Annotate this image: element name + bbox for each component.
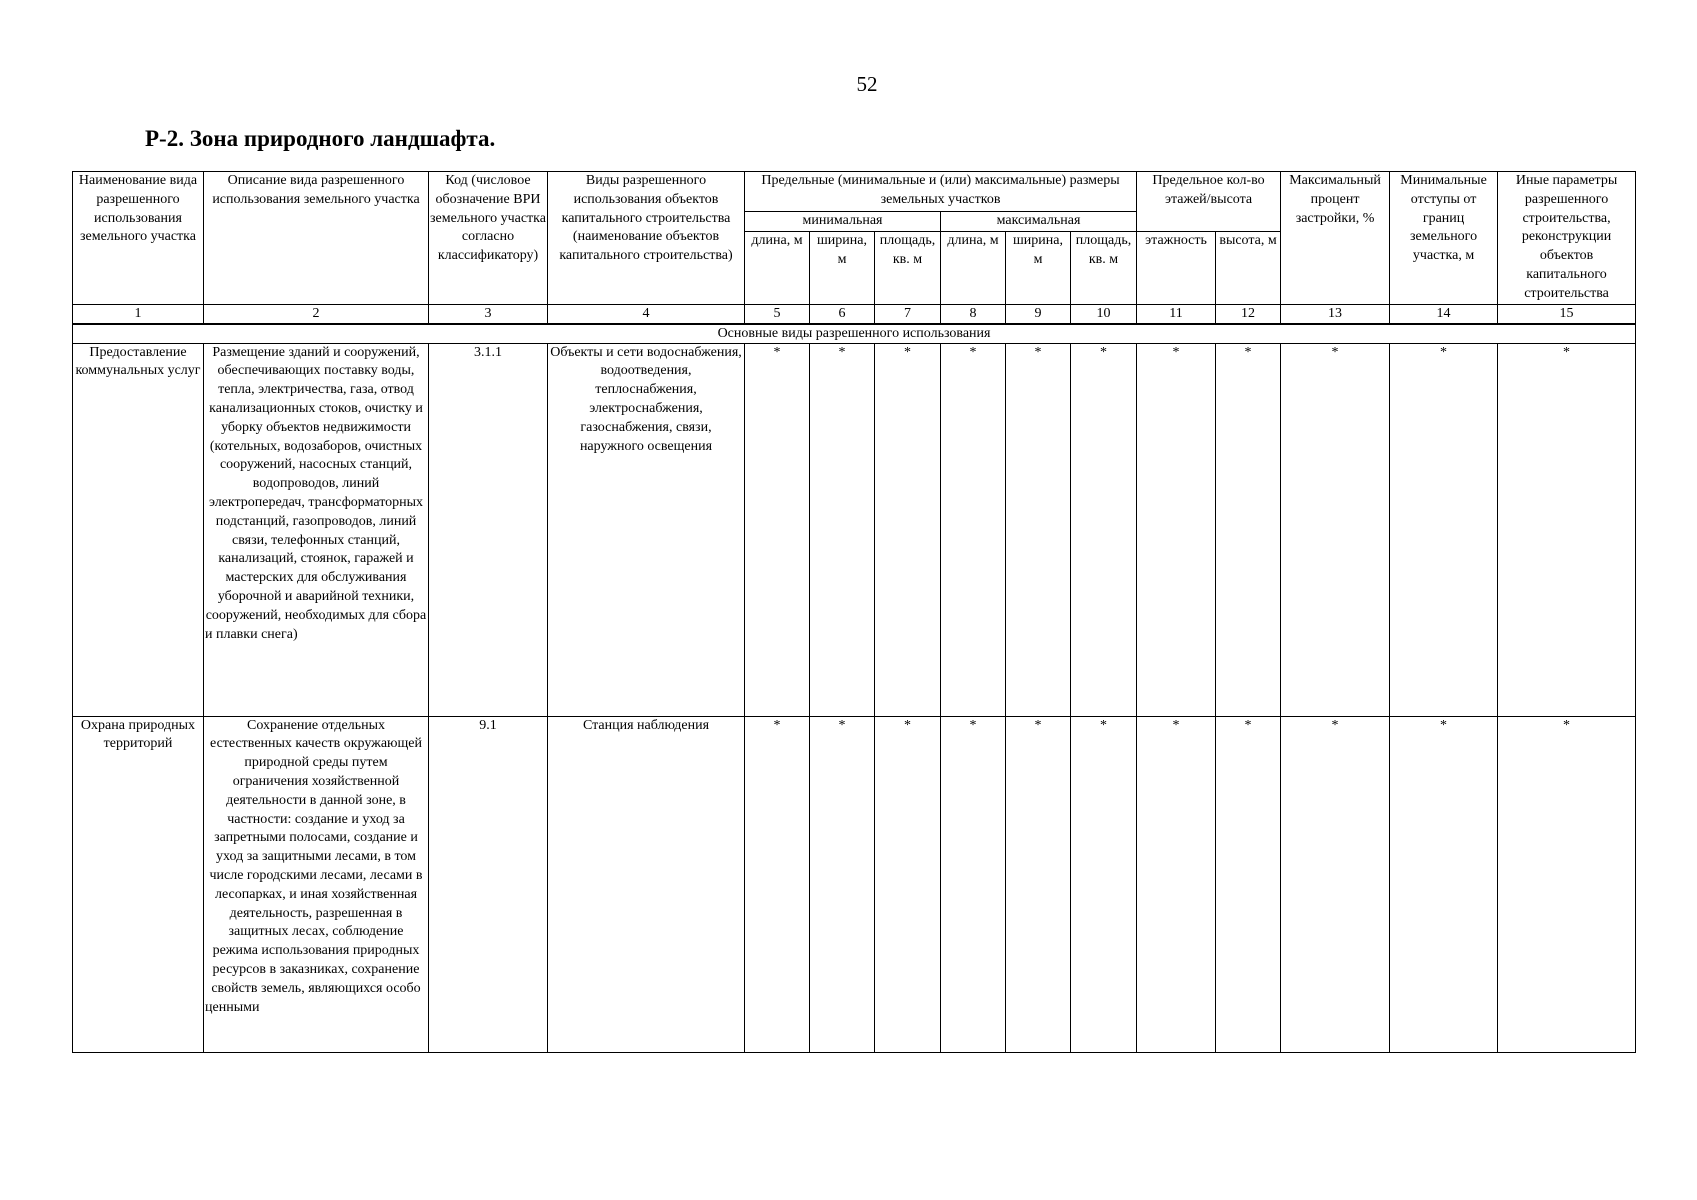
row-code: 9.1 — [429, 716, 548, 1052]
column-number: 1 — [73, 304, 204, 324]
header-name: Наименование вида разрешенного использования земельного участка — [73, 172, 204, 305]
row-value: * — [941, 716, 1006, 1052]
header-floors-height: Предельное кол-во этажей/высота — [1137, 172, 1281, 232]
column-number: 8 — [941, 304, 1006, 324]
row-value: * — [1137, 343, 1216, 716]
column-number: 11 — [1137, 304, 1216, 324]
row-value: * — [1071, 716, 1137, 1052]
row-objects: Объекты и сети водоснабжения, водоотведения, теплоснабжения, электроснабжения, газоснабжения, связи, наружного освещения — [548, 343, 745, 716]
header-description: Описание вида разрешенного использования земельного участка — [204, 172, 429, 305]
row-value: * — [1281, 716, 1390, 1052]
row-objects: Станция наблюдения — [548, 716, 745, 1052]
row-value: * — [1498, 343, 1636, 716]
column-number: 5 — [745, 304, 810, 324]
row-value: * — [810, 716, 875, 1052]
row-value: * — [810, 343, 875, 716]
header-height: высота, м — [1216, 231, 1281, 304]
column-number: 13 — [1281, 304, 1390, 324]
row-value: * — [1390, 716, 1498, 1052]
column-number: 9 — [1006, 304, 1071, 324]
row-name: Предоставление коммунальных услуг — [73, 343, 204, 716]
table-row — [73, 716, 1636, 1052]
column-number: 10 — [1071, 304, 1137, 324]
header-max-length: длина, м — [941, 231, 1006, 304]
table-row — [73, 343, 1636, 716]
row-code: 3.1.1 — [429, 343, 548, 716]
header-max-area: площадь, кв. м — [1071, 231, 1137, 304]
column-number: 3 — [429, 304, 548, 324]
header-max-width: ширина, м — [1006, 231, 1071, 304]
row-value: * — [1390, 343, 1498, 716]
row-value: * — [1137, 716, 1216, 1052]
zoning-table — [72, 171, 1636, 1053]
header-min-length: длина, м — [745, 231, 810, 304]
row-name: Охрана природных территорий — [73, 716, 204, 1052]
row-value: * — [875, 716, 941, 1052]
row-value: * — [1071, 343, 1137, 716]
row-value: * — [1281, 343, 1390, 716]
page-number: 52 — [856, 72, 878, 96]
column-number: 6 — [810, 304, 875, 324]
header-maximal: максимальная — [941, 211, 1137, 231]
row-value: * — [745, 716, 810, 1052]
header-limits: Предельные (минимальные и (или) максимальные) размеры земельных участков — [745, 172, 1137, 212]
header-code: Код (числовое обозначение ВРИ земельного участка согласно классификатору) — [429, 172, 548, 305]
column-number: 14 — [1390, 304, 1498, 324]
row-value: * — [1006, 343, 1071, 716]
section-title: Основные виды разрешенного использования — [73, 324, 1636, 344]
row-value: * — [941, 343, 1006, 716]
column-number: 15 — [1498, 304, 1636, 324]
column-number: 7 — [875, 304, 941, 324]
row-value: * — [1216, 343, 1281, 716]
column-number: 4 — [548, 304, 745, 324]
column-number: 2 — [204, 304, 429, 324]
column-number: 12 — [1216, 304, 1281, 324]
header-objects: Виды разрешенного использования объектов капитального строительства (наименование объектов капитального строительства) — [548, 172, 745, 305]
zone-heading: Р-2. Зона природного ландшафта. — [145, 126, 496, 151]
header-min-area: площадь, кв. м — [875, 231, 941, 304]
row-description: Размещение зданий и сооружений, обеспечивающих поставку воды, тепла, электричества, газа, отвод канализационных стоков, очистку и уборку объектов недвижимости (котельных, водозаборов, очистных сооружений, насосных станций, водопроводов, линий электропередач, трансформаторных подстанций, газопроводов, линий связи, телефонных станций, канализаций, стоянок, гаражей и мастерских для обслуживания уборочной и аварийной техники, сооружений, необходимых для сбора и плавки снега) — [204, 343, 429, 716]
header-floors: этажность — [1137, 231, 1216, 304]
header-min-width: ширина, м — [810, 231, 875, 304]
row-value: * — [1498, 716, 1636, 1052]
header-minimal: минимальная — [745, 211, 941, 231]
row-value: * — [875, 343, 941, 716]
header-max-percent: Максимальный процент застройки, % — [1281, 172, 1390, 305]
header-other-params: Иные параметры разрешенного строительства, реконструкции объектов капитального строительства — [1498, 172, 1636, 305]
header-min-setback: Минимальные отступы от границ земельного участка, м — [1390, 172, 1498, 305]
row-value: * — [1216, 716, 1281, 1052]
row-value: * — [1006, 716, 1071, 1052]
row-description: Сохранение отдельных естественных качеств окружающей природной среды путем ограничения хозяйственной деятельности в данной зоне, в частности: создание и уход за запретными полосами, создание и уход за защитными лесами, в том числе городскими лесами, лесами в лесопарках, и иная хозяйственная деятельность, разрешенная в защитных лесах, соблюдение режима использования природных ресурсов в заказниках, сохранение свойств земель, являющихся особо ценными — [204, 716, 429, 1052]
row-value: * — [745, 343, 810, 716]
